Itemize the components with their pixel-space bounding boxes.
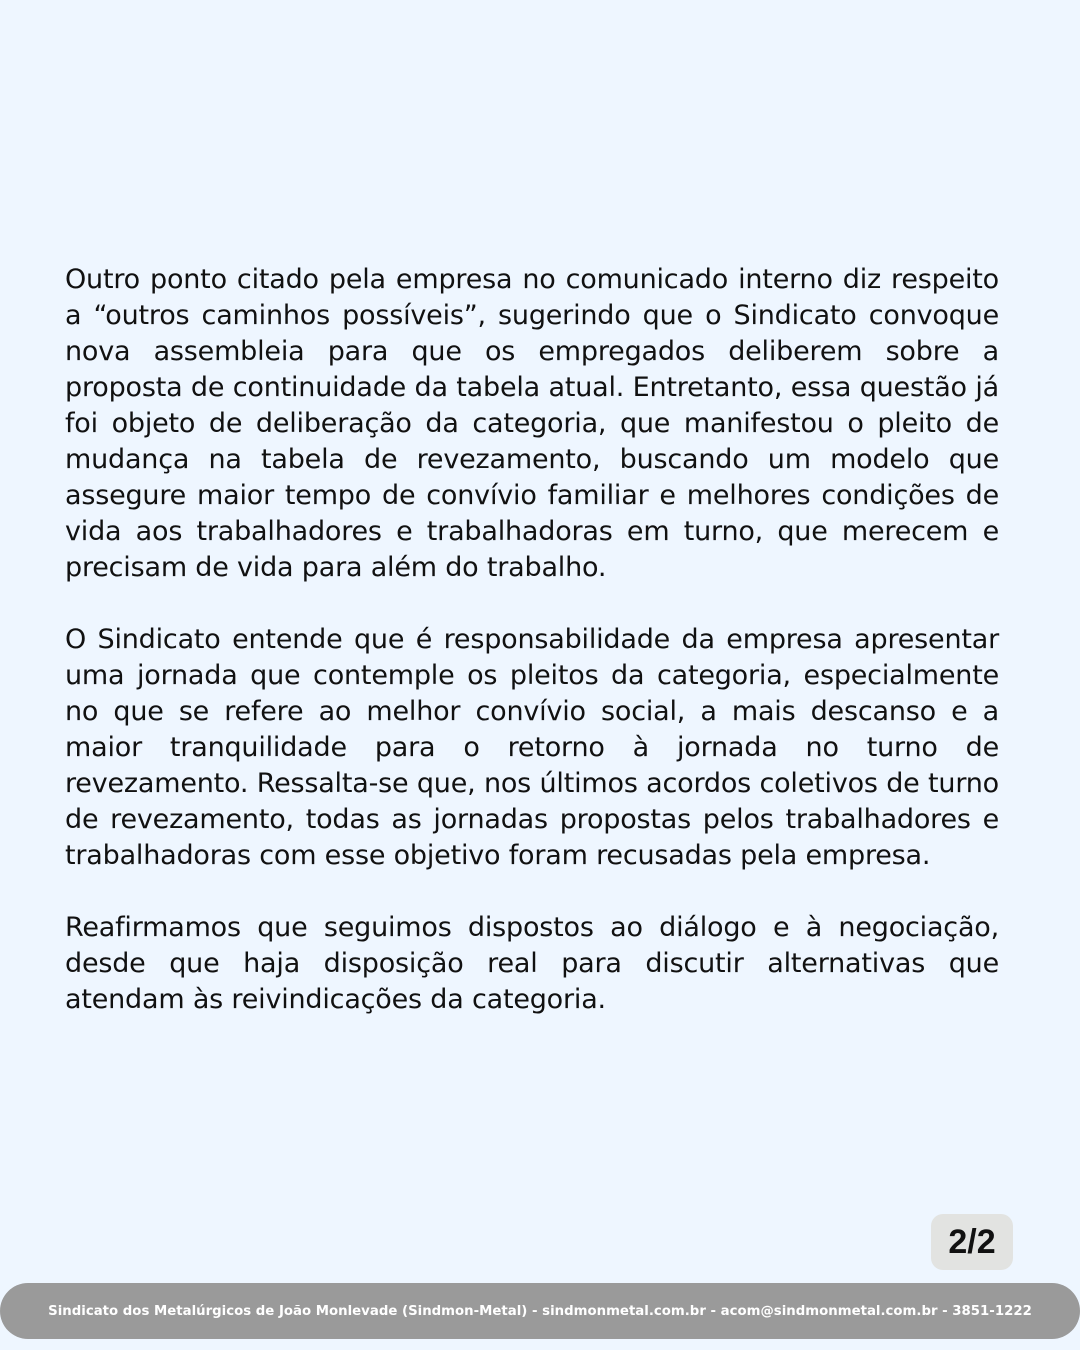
paragraph-1: Outro ponto citado pela empresa no comunicado interno diz respeito a “outros caminhos possíveis”, sugerindo que o Sindicato convoque nova assembleia para que os empregados deliberem sobre a proposta de continuidade da tabela atual. Entretanto, essa questão já foi objeto de deliberação da categoria, que manifestou o pleito de mudança na tabela de revezamento, buscando um modelo que assegure maior tempo de convívio familiar e melhores condições de vida aos trabalhadores e trabalhadoras em turno, que merecem e precisam de vida para além do trabalho. (65, 264, 999, 583)
footer-contact-text: Sindicato dos Metalúrgicos de João Monlevade (Sindmon-Metal) - sindmonmetal.com.br - acom@sindmonmetal.com.br - 3851-1222 (48, 1303, 1032, 1319)
footer-bar (0, 1283, 1080, 1339)
paragraph-3: Reafirmamos que seguimos dispostos ao diálogo e à negociação, desde que haja disposição real para discutir alternativas que atendam às reivindicações da categoria. (65, 912, 999, 1015)
paragraph-2: O Sindicato entende que é responsabilidade da empresa apresentar uma jornada que contemple os pleitos da categoria, especialmente no que se refere ao melhor convívio social, a mais descanso e a maior tranquilidade para o retorno à jornada no turno de revezamento. Ressalta-se que, nos últimos acordos coletivos de turno de revezamento, todas as jornadas propostas pelos trabalhadores e trabalhadoras com esse objetivo foram recusadas pela empresa. (65, 624, 999, 871)
page-indicator: 2/2 (931, 1214, 1013, 1270)
article-body (65, 262, 999, 1054)
